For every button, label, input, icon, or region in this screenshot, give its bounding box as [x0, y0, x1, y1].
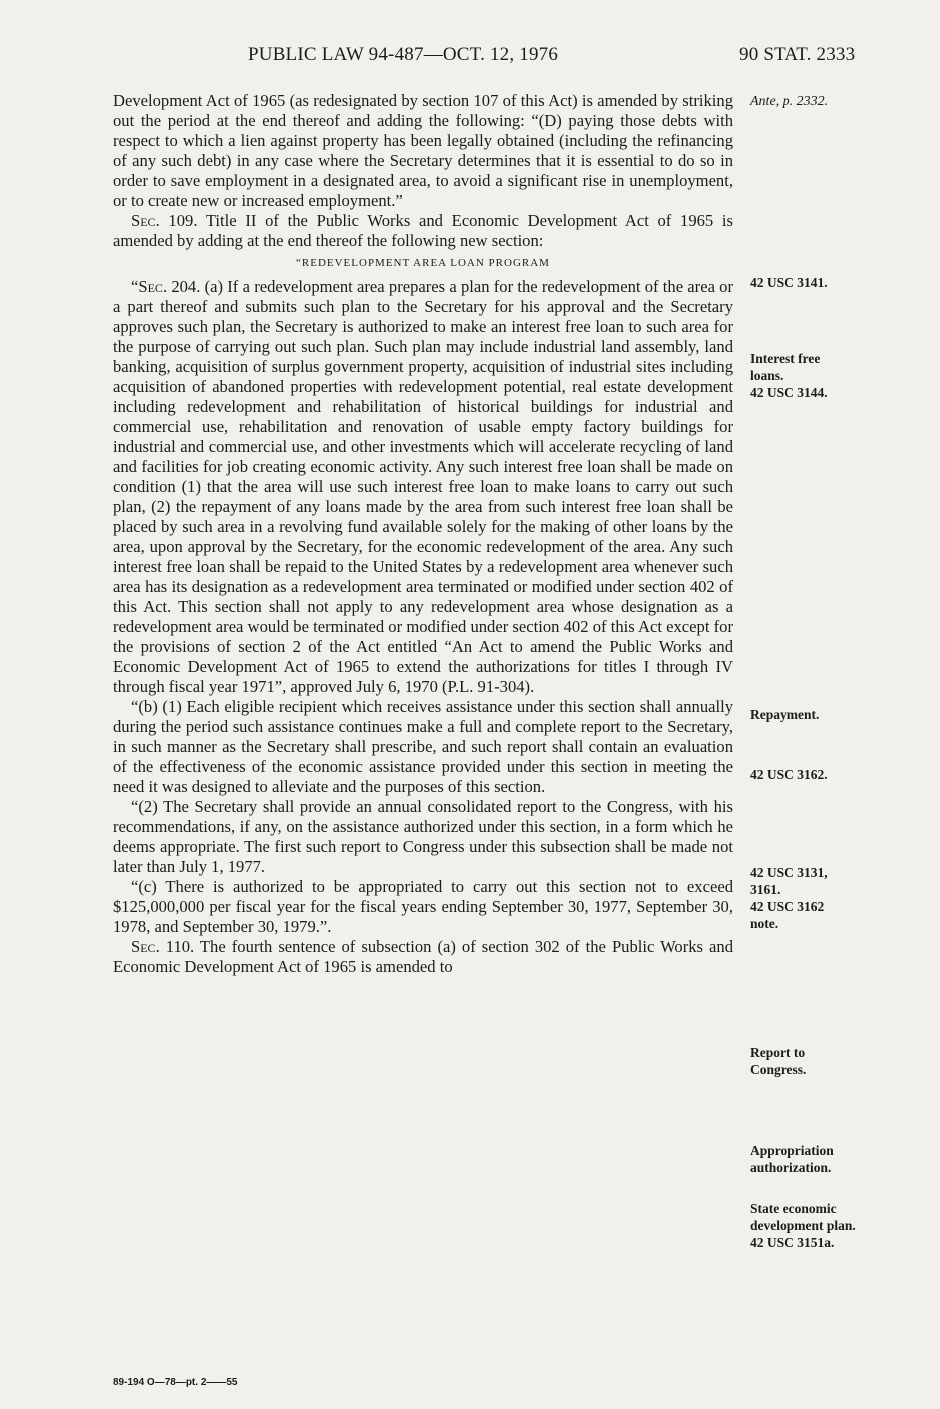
paragraph-b1: “(b) (1) Each eligible recipient which receives assistance under this section shall annually during the period such assistance continues make a full and complete report to the Secretary, in such manner as the Secretary shall prescribe, and such report shall contain an evaluation of the effectiveness of the economic assistance provided under this section in meeting the need it was designed to alleviate and the purposes of this section.: [113, 697, 733, 796]
note-line: 42 USC 3144.: [750, 385, 828, 400]
sec-label: Sec.: [131, 211, 160, 230]
sec-109-text: 109. Title II of the Public Works and Economic Development Act of 1965 is amended by adding at the end thereof the following new section:: [113, 211, 733, 250]
note-line: note.: [750, 916, 779, 931]
paragraph-b2: “(2) The Secretary shall provide an annual consolidated report to the Congress, with his recommendations, if any, on the assistance authorized under this section, in a form which he deems appropriate. The first such report to Congress under this subsection shall be made not later than July 1, 1977.: [113, 797, 733, 876]
margin-note-repayment: [750, 706, 920, 723]
note-line: loans.: [750, 368, 784, 383]
note-line: Congress.: [750, 1062, 807, 1077]
sec-label: Sec.: [138, 277, 168, 296]
paragraph-1: Development Act of 1965 (as redesignated by section 107 of this Act) is amended by striking out the period at the end thereof and adding the following: “(D) paying those debts with respect to which a lien against property has been legally obtained (including the refinancing of any such debt) in any case where the Secretary determines that it is essential to do so in order to save employment in a designated area, to avoid a significant rise in unemployment, or to create new or increased employment.”: [113, 91, 733, 210]
paragraph-sec-110: [113, 937, 733, 977]
note-line: 42 USC 3162.: [750, 767, 828, 782]
margin-note-usc-3141: [750, 274, 920, 291]
sec-204-text: 204. (a) If a redevelopment area prepares a plan for the redevelopment of the area or a part thereof and submits such plan to the Secretary for his approval and the Secretary approves such plan, the Secretary is authorized to make an interest free loan to such area for the purpose of carrying out such plan. Such plan may include industrial land assembly, land banking, acquisition of surplus government property, acquisition of industrial sites including acquisition of abandoned properties with redevelopment potential, real estate development including redevelopment and rehabilitation of historical buildings for industrial and commercial use, rehabilitation and renovation of usable empty factory buildings for industrial and commercial use, and other investments which will accelerate recycling of land and facilities for job creating economic activity. Any such interest free loan shall be made on condition (1) that the area will use such interest free loan to make loans to carry out such plan, (2) the repayment of any loans made by the area from such interest free loan shall be placed by such area in a revolving fund available solely for the making of other loans by the area, upon approval by the Secretary, for the economic redevelopment of the area. Any such interest free loan shall be repaid to the United States by a redevelopment area whenever such area has its designation as a redevelopment area terminated or modified under section 402 of this Act. This section shall not apply to any redevelopment area whose designation as a redevelopment area would be terminated or modified under section 402 of this Act except for the provisions of section 2 of the Act entitled “An Act to amend the Public Works and Economic Development Act of 1965 to extend the authorizations for titles I through IV through fiscal year 1971”, approved July 6, 1970 (P.L. 91-304).: [113, 277, 733, 696]
note-line: Report to: [750, 1045, 806, 1060]
open-quote: “: [131, 277, 139, 296]
note-line: 42 USC 3162: [750, 899, 825, 914]
margin-note-usc-3131: [750, 864, 920, 932]
statute-page: 90 STAT. 2333: [739, 44, 856, 65]
section-heading: “REDEVELOPMENT AREA LOAN PROGRAM: [296, 257, 550, 269]
margin-note-appropriation: [750, 1142, 920, 1176]
note-line: State economic: [750, 1201, 837, 1216]
sec-110-text: 110. The fourth sentence of subsection (a) of section 302 of the Public Works and Economic Development Act of 1965 is amended to: [113, 937, 733, 976]
note-line: authorization.: [750, 1160, 832, 1175]
page-header: [0, 44, 940, 70]
body-text: [113, 91, 733, 977]
note-line: 42 USC 3151a.: [750, 1235, 835, 1250]
sec-label: Sec.: [131, 937, 160, 956]
note-line: development plan.: [750, 1218, 856, 1233]
law-title: PUBLIC LAW 94-487—OCT. 12, 1976: [248, 44, 559, 65]
margin-note-interest-free: [750, 350, 920, 401]
print-footer: 89-194 O—78—pt. 2——55: [113, 1377, 238, 1388]
margin-note-ante: [750, 93, 920, 110]
note-line: 3161.: [750, 882, 781, 897]
margin-note-usc-3162: [750, 766, 920, 783]
paragraph-sec-204: [113, 277, 733, 697]
note-line: 42 USC 3131,: [750, 865, 828, 880]
paragraph-sec-109: [113, 211, 733, 251]
margin-note-report: [750, 1044, 920, 1078]
note-line: Ante, p. 2332.: [750, 94, 829, 109]
note-line: Appropriation: [750, 1143, 834, 1158]
paragraph-c: “(c) There is authorized to be appropriated to carry out this section not to exceed $125,000,000 per fiscal year for the fiscal years ending September 30, 1977, September 30, 1978, and September 30, 1979.”.: [113, 877, 733, 936]
margin-note-state-plan: [750, 1200, 920, 1251]
note-line: 42 USC 3141.: [750, 275, 828, 290]
note-line: Interest free: [750, 351, 821, 366]
note-line: Repayment.: [750, 707, 820, 722]
